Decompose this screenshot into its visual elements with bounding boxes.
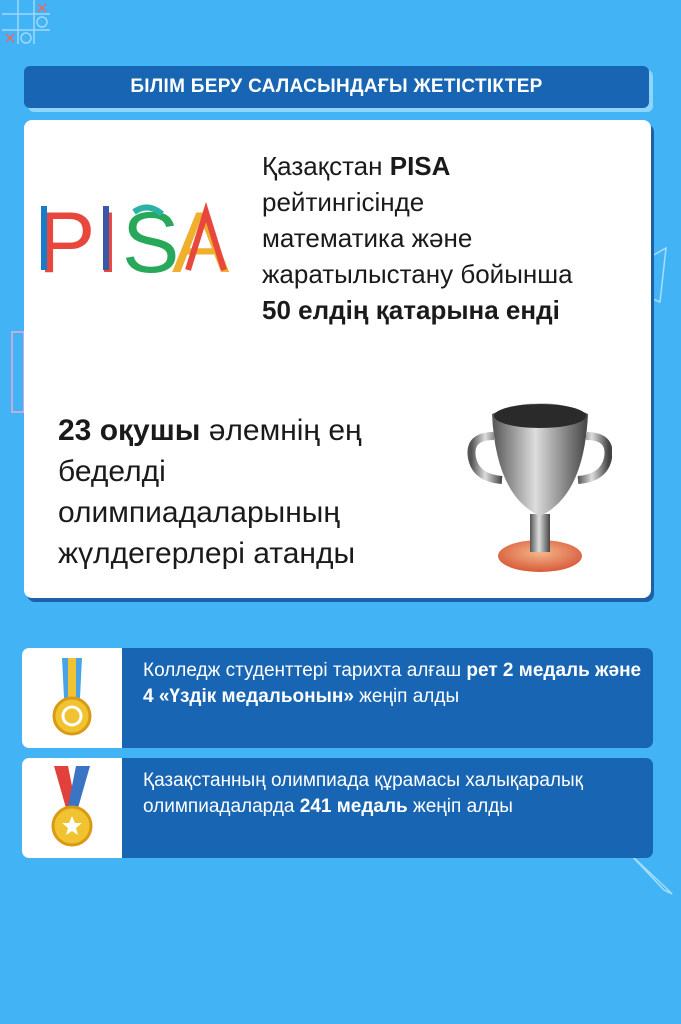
medal-icon — [22, 648, 122, 748]
pisa-result: 50 елдің қатарына енді — [262, 295, 560, 325]
college-medals-text: Колледж студенттері тарихта алғаш рет 2 медаль және 4 «Үздік медальонын» жеңіп алды — [143, 660, 642, 707]
page-title-bar — [24, 66, 649, 108]
college-medals-bold: рет 2 медаль және 4 «Үздік медальонын» — [143, 660, 642, 707]
olympiad-team-row — [22, 758, 653, 858]
page-title: БІЛІМ БЕРУ САЛАСЫНДАҒЫ ЖЕТІСТІКТЕР — [130, 76, 543, 97]
svg-text:A: A — [172, 195, 230, 282]
pisa-achievement-text: Қазақстан PISA рейтингісінде математика және жаратылыстану бойынша 50 елдің қатарына енді — [262, 151, 573, 325]
svg-text:I: I — [96, 195, 120, 282]
olympiad-achievement-text: 23 оқушы әлемнің ең беделді олимпиадаларының жүлдегерлері атанды — [58, 414, 362, 570]
students-count: 23 оқушы — [58, 414, 201, 447]
olympiad-team-text: Қазақстанның олимпиада құрамасы халықаралық олимпиадаларда 241 медаль жеңіп алды — [143, 770, 583, 817]
college-medals-row — [22, 648, 653, 748]
pisa-bold: PISA — [389, 151, 451, 181]
olympiad-medals-bold: 241 медаль — [299, 796, 408, 817]
svg-text:P: P — [38, 195, 96, 282]
medal-icon — [22, 758, 122, 858]
row-icon-box — [22, 758, 122, 858]
svg-text:S: S — [122, 195, 180, 282]
row-icon-box — [22, 648, 122, 748]
pisa-logo — [38, 192, 238, 282]
trophy-icon — [462, 396, 612, 576]
tic-tac-toe-decoration-icon — [0, 0, 56, 48]
achievements-card — [24, 120, 651, 598]
